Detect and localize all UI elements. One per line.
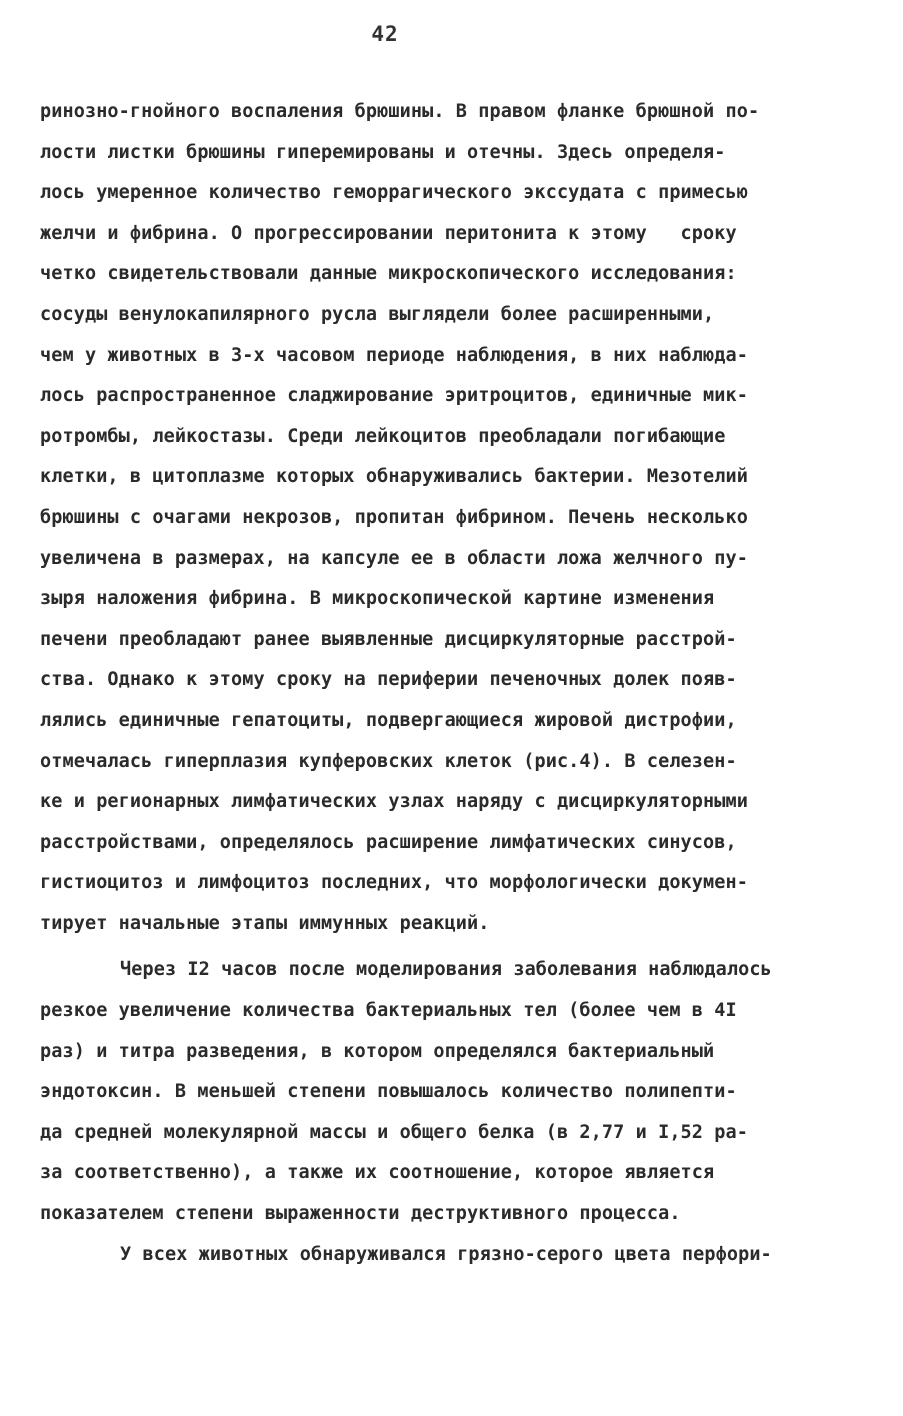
text-line: ринозно-гнойного воспаления брюшины. В правом фланке брюшной по-: [40, 101, 760, 122]
paragraph-1: [40, 92, 870, 944]
body-text: [40, 92, 870, 1275]
text-line: эндотоксин. В меньшей степени повышалось количество полипепти-: [40, 1081, 737, 1103]
text-line: лось распространенное сладжирование эритроцитов, единичные мик-: [40, 385, 748, 407]
text-line: показателем степени выраженности деструктивного процесса.: [40, 1203, 681, 1225]
text-line: тирует начальные этапы иммунных реакций.: [40, 912, 490, 934]
text-line: за соответственно), а также их соотношение, которое является: [40, 1162, 715, 1184]
page-number: 42: [371, 22, 399, 46]
text-line: зыря наложения фибрина. В микроскопической картине изменения: [40, 588, 715, 610]
text-line: У всех животных обнаруживался грязно-серого цвета перфори-: [120, 1243, 772, 1265]
text-line: четко свидетельствовали данные микроскопического исследования:: [40, 263, 737, 285]
paragraph-2: [40, 950, 870, 1234]
text-line: клетки, в цитоплазме которых обнаруживались бактерии. Мезотелий: [40, 466, 748, 488]
text-line: желчи и фибрина. О прогрессировании перитонита к этому сроку: [40, 222, 737, 244]
text-line: Через I2 часов после моделирования заболевания наблюдалось: [120, 959, 772, 981]
paragraph-3: [40, 1235, 870, 1276]
text-line: брюшины с очагами некрозов, пропитан фибрином. Печень несколько: [40, 506, 748, 528]
text-line: лось умеренное количество геморрагического экссудата с примесью: [40, 182, 748, 204]
text-line: ке и регионарных лимфатических узлах наряду с дисциркуляторными: [40, 791, 748, 813]
text-line: ства. Однако к этому сроку на периферии печеночных долек появ-: [40, 669, 737, 691]
text-line: расстройствами, определялось расширение лимфатических синусов,: [40, 831, 737, 853]
text-line: лости листки брюшины гиперемированы и отечны. Здесь определя-: [40, 141, 726, 163]
text-line: резкое увеличение количества бактериальных тел (более чем в 4I: [40, 1000, 737, 1022]
text-line: отмечалась гиперплазия купферовских клеток (рис.4). В селезен-: [40, 750, 737, 772]
text-line: чем у животных в 3-х часовом периоде наблюдения, в них наблюда-: [40, 344, 748, 366]
text-line: да средней молекулярной массы и общего белка (в 2,77 и I,52 ра-: [40, 1121, 748, 1143]
text-line: лялись единичные гепатоциты, подвергающиеся жировой дистрофии,: [40, 709, 737, 731]
text-line: печени преобладают ранее выявленные дисциркуляторные расстрой-: [40, 628, 737, 650]
text-line: увеличена в размерах, на капсуле ее в области ложа желчного пу-: [40, 547, 748, 569]
text-line: ротромбы, лейкостазы. Среди лейкоцитов преобладали погибающие: [40, 425, 726, 447]
text-line: раз) и титра разведения, в котором определялся бактериальный: [40, 1040, 715, 1062]
text-line: гистиоцитоз и лимфоцитоз последних, что морфологически докумен-: [40, 872, 748, 894]
text-line: сосуды венулокапилярного русла выглядели более расширенными,: [40, 303, 715, 325]
